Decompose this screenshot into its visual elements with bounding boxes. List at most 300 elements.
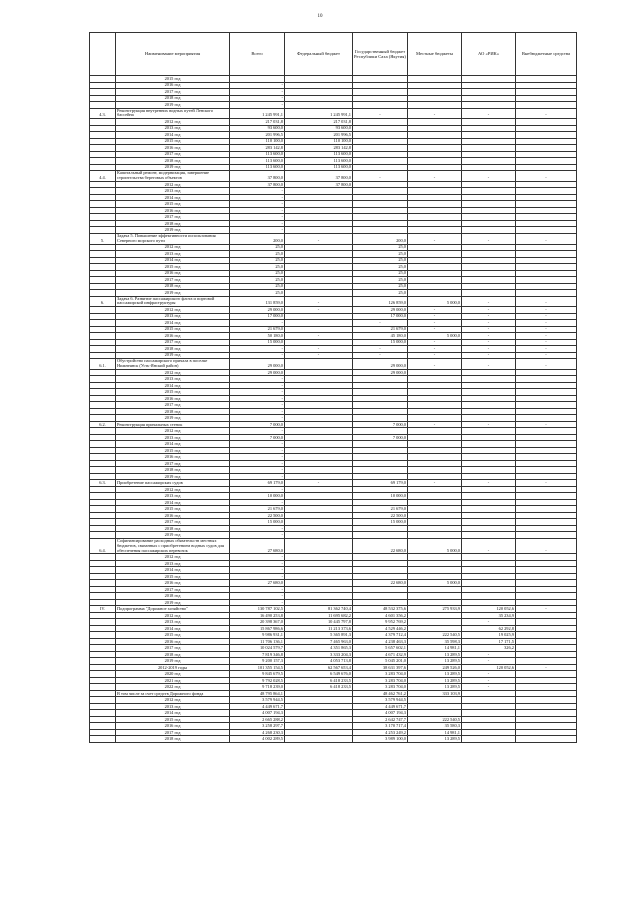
table-cell: 29 000,0 bbox=[353, 359, 408, 370]
table-row bbox=[90, 233, 577, 244]
table-cell: 4 053 713,8 bbox=[285, 658, 353, 665]
table-cell: 21 679,0 bbox=[230, 326, 285, 333]
table-cell: 217 031,8 bbox=[285, 119, 353, 126]
table-cell: 21 679,0 bbox=[353, 326, 408, 333]
table-cell: - bbox=[230, 593, 285, 600]
table-cell: 2017 год bbox=[116, 586, 230, 593]
table-cell: - bbox=[408, 313, 462, 320]
table-cell: 2020 год bbox=[116, 671, 230, 678]
table-cell: 2019 год bbox=[116, 164, 230, 171]
table-cell: - bbox=[230, 207, 285, 214]
table-cell: 2013 год bbox=[116, 560, 230, 567]
table-cell: 1 245 991,1 bbox=[285, 108, 353, 119]
table-cell: 283 142,8 bbox=[230, 145, 285, 152]
col-header-name: Наименование мероприятия bbox=[116, 33, 230, 76]
table-cell: 2012 год bbox=[116, 697, 230, 704]
table-cell: - bbox=[230, 201, 285, 208]
table-cell: 113 600,0 bbox=[285, 158, 353, 165]
table-cell: - bbox=[408, 171, 462, 182]
table-cell: 2017 год bbox=[116, 277, 230, 284]
table-cell: 2014 год bbox=[116, 257, 230, 264]
table-cell: 2013 год bbox=[116, 703, 230, 710]
table-cell: - bbox=[462, 677, 516, 684]
table-cell: 15 000,0 bbox=[230, 339, 285, 346]
table-cell: Реконструкция внутренних водных путей Ленского бассейна bbox=[116, 108, 230, 119]
table-cell: 25,0 bbox=[353, 283, 408, 290]
table-cell: 16 490 253,8 bbox=[230, 612, 285, 619]
table-cell: - bbox=[230, 560, 285, 567]
table-cell: 2019 год bbox=[116, 227, 230, 234]
table-cell: 4 268 230,3 bbox=[230, 729, 285, 736]
table-cell: 2018 год bbox=[116, 158, 230, 165]
table-row bbox=[90, 296, 577, 307]
table-cell: - bbox=[230, 188, 285, 195]
table-cell: - bbox=[462, 421, 516, 428]
table-cell: - bbox=[408, 339, 462, 346]
table-cell: IV. bbox=[90, 606, 116, 613]
table-cell: 2019 год bbox=[116, 473, 230, 480]
table-cell: 4 671 432,9 bbox=[353, 651, 408, 658]
table-cell: - bbox=[230, 227, 285, 234]
table-cell: 113 600,0 bbox=[230, 164, 285, 171]
table-cell: - bbox=[516, 352, 577, 359]
table-cell: 25,0 bbox=[353, 290, 408, 297]
table-cell: 4.4. bbox=[90, 171, 116, 182]
table-cell: 48 795 864,1 bbox=[230, 690, 285, 697]
table-cell: - bbox=[285, 307, 353, 314]
table-cell: 6.4. bbox=[90, 538, 116, 554]
table-cell: 113 600,0 bbox=[230, 158, 285, 165]
col-header-number bbox=[90, 33, 116, 76]
table-cell: 62 567 653,4 bbox=[285, 664, 353, 671]
table-cell: 5 000,0 bbox=[408, 580, 462, 587]
table-cell: - bbox=[408, 421, 462, 428]
col-header-total: Всего bbox=[230, 33, 285, 76]
table-cell: 2015 год bbox=[116, 716, 230, 723]
col-header-federal: Федеральный бюджет bbox=[285, 33, 353, 76]
table-cell: 2018 год bbox=[116, 525, 230, 532]
table-cell: 2022 год bbox=[116, 684, 230, 691]
table-cell: 113 600,0 bbox=[285, 164, 353, 171]
table-cell: 2014 год bbox=[116, 194, 230, 201]
table-cell: - bbox=[285, 352, 353, 359]
table-cell: 15 000,0 bbox=[353, 339, 408, 346]
table-cell: 2017 год bbox=[116, 645, 230, 652]
table-cell: - bbox=[408, 352, 462, 359]
table-cell: 2 665 288,2 bbox=[230, 716, 285, 723]
table-cell: 201 996,5 bbox=[285, 132, 353, 139]
table-cell: 2016 год bbox=[116, 580, 230, 587]
table-cell: 25,0 bbox=[230, 264, 285, 271]
col-header-local: Местные бюджеты bbox=[408, 33, 462, 76]
table-cell: 2018 год bbox=[116, 220, 230, 227]
table-cell: 6.1. bbox=[90, 359, 116, 370]
table-cell: 9 986 931,1 bbox=[230, 632, 285, 639]
table-cell: - bbox=[230, 532, 285, 539]
table-cell: 6 418 233,5 bbox=[285, 684, 353, 691]
table-cell: 4 238 463,3 bbox=[353, 638, 408, 645]
table-cell: 326,2 bbox=[462, 645, 516, 652]
table-cell: - bbox=[230, 220, 285, 227]
table-cell: - bbox=[230, 194, 285, 201]
table-cell: 2016 год bbox=[116, 207, 230, 214]
table-cell: - bbox=[462, 339, 516, 346]
table-cell: - bbox=[230, 567, 285, 574]
table-row bbox=[90, 359, 577, 370]
table-cell: 81 362 740,4 bbox=[285, 606, 353, 613]
table-cell: 62 292,8 bbox=[462, 625, 516, 632]
table-cell: 2019 год bbox=[116, 532, 230, 539]
table-cell: 3 579 944,5 bbox=[230, 697, 285, 704]
table-cell: - bbox=[230, 573, 285, 580]
table-cell: - bbox=[462, 313, 516, 320]
table-cell: - bbox=[462, 108, 516, 119]
table-cell: - bbox=[353, 171, 408, 182]
table-cell: 2013 год bbox=[116, 188, 230, 195]
table-cell: - bbox=[408, 359, 462, 370]
table-cell: 25,0 bbox=[230, 270, 285, 277]
table-cell: 5 000,0 bbox=[408, 538, 462, 554]
table-cell: 5 000,0 bbox=[408, 296, 462, 307]
table-cell: - bbox=[516, 421, 577, 428]
table-cell: 2015 год bbox=[116, 506, 230, 513]
table-cell: 25,0 bbox=[353, 257, 408, 264]
table-cell: - bbox=[516, 346, 577, 353]
table-cell: 126 859,0 bbox=[353, 296, 408, 307]
table-cell: - bbox=[353, 352, 408, 359]
table-cell: 10 000,0 bbox=[353, 493, 408, 500]
table-cell: 4.3. bbox=[90, 108, 116, 119]
table-cell: 29 000,0 bbox=[230, 359, 285, 370]
table-cell: 17 171,5 bbox=[462, 638, 516, 645]
table-cell: 25,0 bbox=[353, 264, 408, 271]
table-cell: 2018 год bbox=[116, 346, 230, 353]
table-cell: 3 333 204,3 bbox=[285, 651, 353, 658]
table-cell: 4 449 671,7 bbox=[353, 703, 408, 710]
table-cell: - bbox=[230, 376, 285, 383]
table-cell: 120 052,6 bbox=[462, 664, 516, 671]
table-cell: 25,0 bbox=[230, 277, 285, 284]
table-cell: - bbox=[462, 171, 516, 182]
table-cell: 2012 год bbox=[116, 369, 230, 376]
table-cell: 17 000,0 bbox=[353, 313, 408, 320]
table-cell: 283 142,8 bbox=[285, 145, 353, 152]
table-cell: 217 031,8 bbox=[230, 119, 285, 126]
table-cell: 2019 год bbox=[116, 290, 230, 297]
table-cell: - bbox=[353, 320, 408, 327]
table-cell: 2014 год bbox=[116, 499, 230, 506]
table-cell: - bbox=[353, 108, 408, 119]
table-cell: - bbox=[516, 606, 577, 613]
table-cell: 37 800,0 bbox=[285, 181, 353, 188]
table-cell: 2015 год bbox=[116, 138, 230, 145]
table-cell: 2018 год bbox=[116, 95, 230, 102]
table-cell bbox=[462, 736, 516, 743]
table-cell: 5. bbox=[90, 233, 116, 244]
table-cell: - bbox=[285, 233, 353, 244]
table-cell: 13 289,5 bbox=[408, 684, 462, 691]
table-cell: 2012 год bbox=[116, 486, 230, 493]
table-cell: 2016 год bbox=[116, 270, 230, 277]
table-cell: - bbox=[230, 352, 285, 359]
table-cell: - bbox=[462, 359, 516, 370]
table-cell: - bbox=[230, 408, 285, 415]
table-cell: 38 631 397,6 bbox=[353, 664, 408, 671]
table-cell: 131 859,0 bbox=[230, 296, 285, 307]
table-cell: 93 600,0 bbox=[230, 125, 285, 132]
table-cell: 113 600,0 bbox=[285, 151, 353, 158]
table-cell: 25,0 bbox=[230, 244, 285, 251]
table-cell: 2015 год bbox=[116, 573, 230, 580]
table-cell: - bbox=[516, 296, 577, 307]
table-cell: - bbox=[230, 214, 285, 221]
table-cell: - bbox=[462, 684, 516, 691]
table-row bbox=[90, 108, 577, 119]
table-cell: 27 680,0 bbox=[230, 580, 285, 587]
table-cell: - bbox=[230, 473, 285, 480]
table-cell: 3 170 717,4 bbox=[353, 723, 408, 730]
table-cell: 22 680,0 bbox=[353, 538, 408, 554]
table-cell bbox=[285, 538, 353, 554]
table-cell: 3 579 944,5 bbox=[353, 697, 408, 704]
table-cell: 4 007 194,3 bbox=[230, 710, 285, 717]
table-cell: 3 283 704,0 bbox=[353, 677, 408, 684]
table-cell: 37 800,0 bbox=[285, 171, 353, 182]
table-cell: 2012-2019 годы bbox=[116, 664, 230, 671]
table-cell: 2017 год bbox=[116, 214, 230, 221]
table-cell: 35 580,3 bbox=[408, 723, 462, 730]
table-cell: - bbox=[516, 233, 577, 244]
table-cell: 4 002 289,5 bbox=[230, 736, 285, 743]
table-cell: - bbox=[408, 326, 462, 333]
table-cell: 275 933,9 bbox=[408, 606, 462, 613]
table-cell: - bbox=[516, 664, 577, 671]
table-cell: - bbox=[285, 346, 353, 353]
table-cell: - bbox=[408, 320, 462, 327]
table-cell: 2015 год bbox=[116, 326, 230, 333]
table-cell: 22 680,0 bbox=[353, 580, 408, 587]
table-cell: - bbox=[462, 320, 516, 327]
table-row bbox=[90, 736, 577, 743]
table-cell: - bbox=[230, 382, 285, 389]
table-cell: 25,0 bbox=[230, 283, 285, 290]
table-cell: - bbox=[285, 333, 353, 340]
table-cell: 7 465 963,0 bbox=[285, 638, 353, 645]
table-cell: 2012 год bbox=[116, 428, 230, 435]
table-cell: - bbox=[230, 389, 285, 396]
table-cell: 2018 год bbox=[116, 467, 230, 474]
table-cell: - bbox=[516, 359, 577, 370]
table-cell: 6.2. bbox=[90, 421, 116, 428]
table-cell: 2014 год bbox=[116, 625, 230, 632]
table-cell: 2012 год bbox=[116, 181, 230, 188]
table-cell: 2016 год bbox=[116, 145, 230, 152]
table-cell: 2016 год bbox=[116, 395, 230, 402]
table-cell: 2019 год bbox=[116, 352, 230, 359]
table-cell: 2013 год bbox=[116, 251, 230, 258]
table-cell: Софинансирование расходных обязательств местных бюджетов, связанных с приобретением водных судов для обеспечения пассажирских перевозок bbox=[116, 538, 230, 554]
table-cell: 25,0 bbox=[353, 270, 408, 277]
table-cell: 7 000,0 bbox=[353, 434, 408, 441]
table-cell: 3 258 297,7 bbox=[230, 723, 285, 730]
table-cell: 2018 год bbox=[116, 736, 230, 743]
table-cell: 2 642 747,7 bbox=[353, 716, 408, 723]
table-cell: 4 529 446,2 bbox=[353, 625, 408, 632]
program-financing-table bbox=[89, 32, 577, 743]
table-cell: 37 800,0 bbox=[230, 171, 285, 182]
table-cell: 7 819 346,8 bbox=[230, 651, 285, 658]
table-row bbox=[90, 171, 577, 182]
table-cell: 2019 год bbox=[116, 102, 230, 109]
table-cell: - bbox=[462, 326, 516, 333]
table-cell: 222 540,5 bbox=[408, 716, 462, 723]
table-cell: 7 000,0 bbox=[353, 421, 408, 428]
table-cell: - bbox=[462, 651, 516, 658]
table-cell: 69 179,0 bbox=[230, 480, 285, 487]
table-cell: 11 695 682,2 bbox=[285, 612, 353, 619]
table-cell: Подпрограмма "Дорожное хозяйство" bbox=[116, 606, 230, 613]
table-cell: 101 355 154,5 bbox=[230, 664, 285, 671]
table-cell: 27 680,0 bbox=[230, 538, 285, 554]
table-cell: - bbox=[462, 658, 516, 665]
table-cell: - bbox=[516, 480, 577, 487]
table-cell: 2014 год bbox=[116, 320, 230, 327]
table-cell: 130 787 102,5 bbox=[230, 606, 285, 613]
table-cell: - bbox=[230, 346, 285, 353]
table-cell: - bbox=[516, 538, 577, 554]
table-cell: - bbox=[462, 333, 516, 340]
table-cell: 14 981,1 bbox=[408, 729, 462, 736]
table-cell: - bbox=[230, 454, 285, 461]
table-cell: - bbox=[516, 339, 577, 346]
table-cell: - bbox=[230, 82, 285, 89]
table-cell: 1 245 991,1 bbox=[230, 108, 285, 119]
table-cell: 25,0 bbox=[353, 244, 408, 251]
table-cell: 15 000,0 bbox=[230, 519, 285, 526]
table-cell: 50 180,0 bbox=[230, 333, 285, 340]
table-cell: 2015 год bbox=[116, 632, 230, 639]
table-cell: 2013 год bbox=[116, 376, 230, 383]
table-cell bbox=[90, 736, 116, 743]
table-cell: 2012 год bbox=[116, 307, 230, 314]
table-cell: 2017 год bbox=[116, 402, 230, 409]
table-cell: 5 365 891,3 bbox=[285, 632, 353, 639]
table-cell: 2017 год bbox=[116, 519, 230, 526]
table-cell: 2014 год bbox=[116, 710, 230, 717]
table-cell: 2013 год bbox=[116, 125, 230, 132]
table-cell: 2019 год bbox=[116, 599, 230, 606]
table-cell: 7 000,0 bbox=[230, 434, 285, 441]
table-cell: В том числе за счет средств Дорожного фонда bbox=[116, 690, 230, 697]
table-cell: - bbox=[230, 402, 285, 409]
table-cell: 2016 год bbox=[116, 333, 230, 340]
table-cell: 2013 год bbox=[116, 313, 230, 320]
table-cell: 2016 год bbox=[116, 454, 230, 461]
table-cell: 9 792 028,5 bbox=[230, 677, 285, 684]
table-cell: - bbox=[516, 320, 577, 327]
table-cell: 5 045 201,0 bbox=[353, 658, 408, 665]
table-cell bbox=[516, 736, 577, 743]
table-cell: 69 179,0 bbox=[353, 480, 408, 487]
table-cell: - bbox=[516, 313, 577, 320]
table-cell: 48 462 761,2 bbox=[353, 690, 408, 697]
table-cell: Капитальный ремонт, модернизация, завершение строительства береговых объектов bbox=[116, 171, 230, 182]
table-cell: 11 213 373,6 bbox=[285, 625, 353, 632]
table-cell: 25,0 bbox=[230, 290, 285, 297]
table-cell: Задача 6. Развитие пассажирского флота и портовой пассажирской инфраструктуры bbox=[116, 296, 230, 307]
table-cell bbox=[285, 359, 353, 370]
table-cell: 2012 год bbox=[116, 554, 230, 561]
table-cell: Реконструкция причальных стенок bbox=[116, 421, 230, 428]
table-row bbox=[90, 664, 577, 671]
table-cell: 333 103,9 bbox=[408, 690, 462, 697]
table-cell: 14 981,1 bbox=[408, 645, 462, 652]
table-cell: - bbox=[230, 467, 285, 474]
table-row bbox=[90, 538, 577, 554]
table-cell: 2013 год bbox=[116, 493, 230, 500]
table-cell: 35 598,3 bbox=[408, 638, 462, 645]
table-cell: - bbox=[230, 460, 285, 467]
table-cell: 2013 год bbox=[116, 434, 230, 441]
table-cell: 3 283 704,0 bbox=[353, 671, 408, 678]
table-body bbox=[90, 76, 577, 743]
table-cell: 4 007 194,3 bbox=[353, 710, 408, 717]
table-cell: - bbox=[462, 233, 516, 244]
table-cell: - bbox=[516, 171, 577, 182]
table-cell bbox=[285, 736, 353, 743]
col-header-extrabudget: Внебюджетные средства bbox=[516, 33, 577, 76]
table-cell: 2016 год bbox=[116, 638, 230, 645]
table-cell: 2012 год bbox=[116, 244, 230, 251]
table-cell: 2017 год bbox=[116, 460, 230, 467]
table-cell: 37 800,0 bbox=[230, 181, 285, 188]
table-cell: - bbox=[462, 307, 516, 314]
table-cell: 2017 год bbox=[116, 151, 230, 158]
table-cell: 3 989 100,0 bbox=[353, 736, 408, 743]
table-cell: - bbox=[353, 346, 408, 353]
table-cell: 2012 год bbox=[116, 119, 230, 126]
table-cell: 22 500,0 bbox=[353, 512, 408, 519]
table-cell: 6.3. bbox=[90, 480, 116, 487]
table-cell: - bbox=[230, 102, 285, 109]
table-cell: 6 418 233,5 bbox=[285, 677, 353, 684]
table-cell: 10 000,0 bbox=[230, 493, 285, 500]
table-cell: 249 526,0 bbox=[408, 664, 462, 671]
table-cell: 113 600,0 bbox=[230, 151, 285, 158]
table-cell: 15 867 986,6 bbox=[230, 625, 285, 632]
table-cell: - bbox=[230, 599, 285, 606]
table-cell: 120 052,6 bbox=[462, 606, 516, 613]
table-cell: - bbox=[408, 346, 462, 353]
col-header-rik: АО «РИК» bbox=[462, 33, 516, 76]
table-cell: 25,0 bbox=[230, 251, 285, 258]
table-cell: 7 000,0 bbox=[230, 421, 285, 428]
table-cell: - bbox=[230, 586, 285, 593]
table-cell: 29 000,0 bbox=[353, 307, 408, 314]
table-header-row bbox=[90, 33, 577, 76]
table-cell: - bbox=[462, 619, 516, 626]
table-cell: 4 253 249,2 bbox=[353, 729, 408, 736]
table-cell: 222 540,5 bbox=[408, 632, 462, 639]
table-cell: 2017 год bbox=[116, 89, 230, 96]
table-cell: 2014 год bbox=[116, 441, 230, 448]
table-cell: 2015 год bbox=[116, 201, 230, 208]
table-cell: - bbox=[230, 447, 285, 454]
table-cell: 2012 год bbox=[116, 612, 230, 619]
table-cell: 2018 год bbox=[116, 283, 230, 290]
table-cell: 200,0 bbox=[230, 233, 285, 244]
table-cell: - bbox=[462, 538, 516, 554]
